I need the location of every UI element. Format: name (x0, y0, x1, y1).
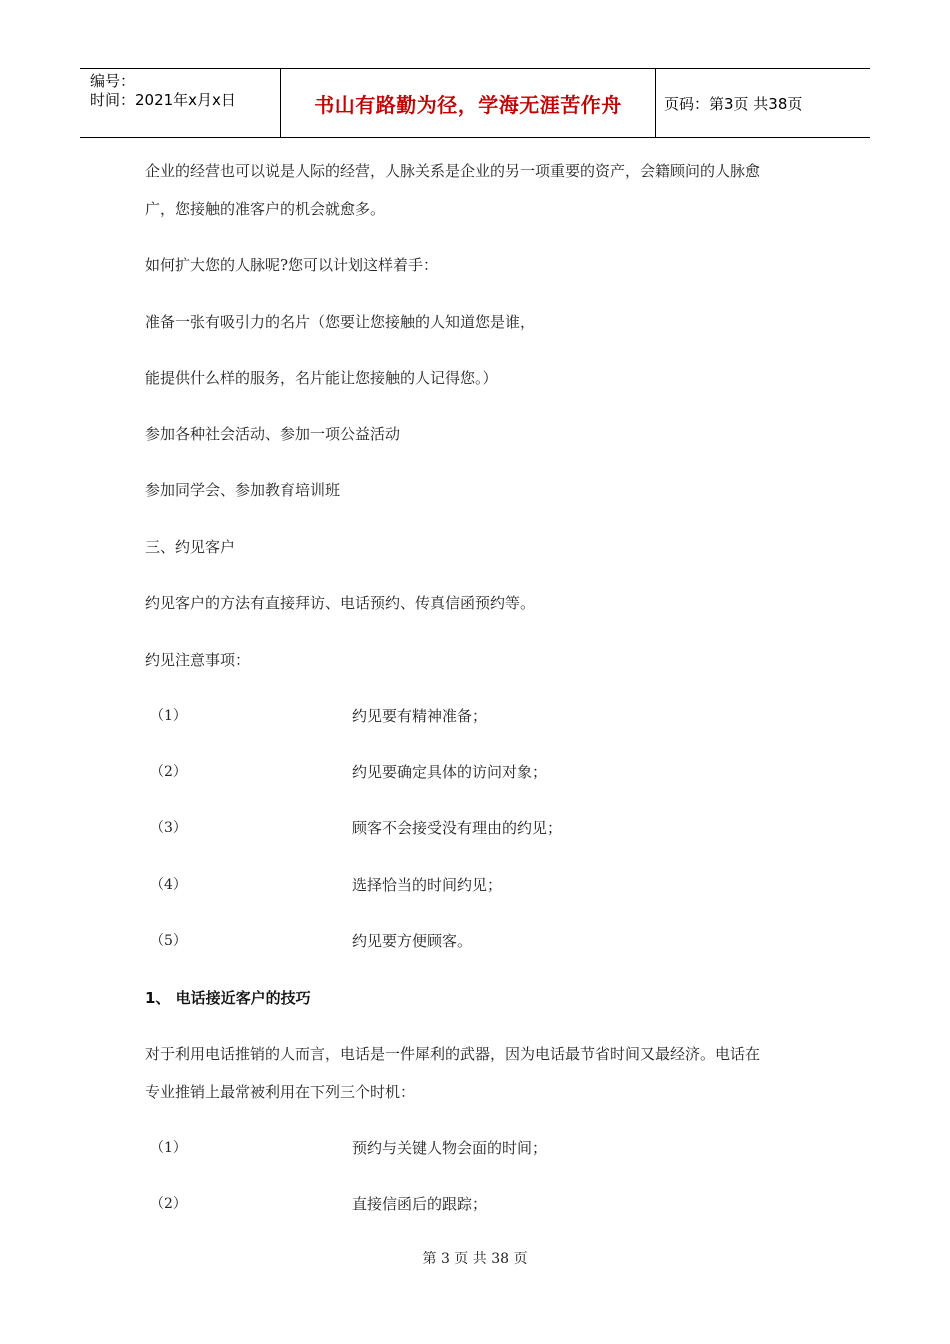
paragraph-appointment-methods: 约见客户的方法有直接拜访、电话预约、传真信函预约等。 (145, 594, 536, 612)
paragraph-network-line2: 广，您接触的准客户的机会就愈多。 (145, 200, 386, 218)
paragraph-business-card-cont: 能提供什么样的服务，名片能让您接触的人记得您。） (145, 369, 498, 387)
paragraph-alumni: 参加同学会、参加教育培训班 (145, 481, 341, 499)
header-page-info: 页码：第3页 共38页 (664, 94, 803, 113)
header-meta (80, 69, 280, 137)
section-title-appointment: 三、约见客户 (145, 538, 236, 556)
note-text: 顾客不会接受没有理由的约见； (352, 819, 563, 837)
timing-number: （2） (150, 1196, 187, 1212)
paragraph-phone-line2: 专业推销上最常被利用在下列三个时机： (145, 1083, 416, 1101)
header-page-cell (656, 69, 870, 137)
page-footer: 第 3 页 共 38 页 (422, 1251, 528, 1267)
note-number: （2） (150, 764, 187, 780)
paragraph-social-activities: 参加各种社会活动、参加一项公益活动 (145, 425, 401, 443)
note-text: 约见要方便顾客。 (352, 932, 473, 950)
timing-number: （1） (150, 1140, 187, 1156)
note-text: 约见要确定具体的访问对象； (352, 763, 548, 781)
paragraph-network-line1: 企业的经营也可以说是人际的经营，人脉关系是企业的另一项重要的资产，会籍顾问的人脉愈 (145, 162, 761, 180)
note-number: （3） (150, 820, 187, 836)
note-number: （5） (150, 933, 187, 949)
timing-text: 直接信函后的跟踪； (352, 1195, 488, 1213)
timing-text: 预约与关键人物会面的时间； (352, 1139, 548, 1157)
note-text: 约见要有精神准备； (352, 707, 488, 725)
note-number: （1） (150, 708, 187, 724)
header-motto: 书山有路勤为径，学海无涯苦作舟 (314, 92, 622, 117)
section-heading-phone: 1、 电话接近客户的技巧 (145, 989, 311, 1007)
paragraph-appointment-notes: 约见注意事项： (145, 651, 251, 669)
note-number: （4） (150, 877, 187, 893)
note-text: 选择恰当的时间约见； (352, 876, 503, 894)
document-time-label: 时间：2021年x月x日 (90, 91, 236, 109)
paragraph-business-card: 准备一张有吸引力的名片（您要让您接触的人知道您是谁， (145, 313, 536, 331)
paragraph-expand-network: 如何扩大您的人脉呢?您可以计划这样着手： (145, 256, 439, 274)
paragraph-phone-line1: 对于利用电话推销的人而言，电话是一件犀利的武器，因为电话最节省时间又最经济。电话在 (145, 1045, 761, 1063)
document-number-label: 编号： (90, 72, 136, 90)
header-motto-cell (280, 69, 656, 137)
page-header (80, 68, 870, 138)
